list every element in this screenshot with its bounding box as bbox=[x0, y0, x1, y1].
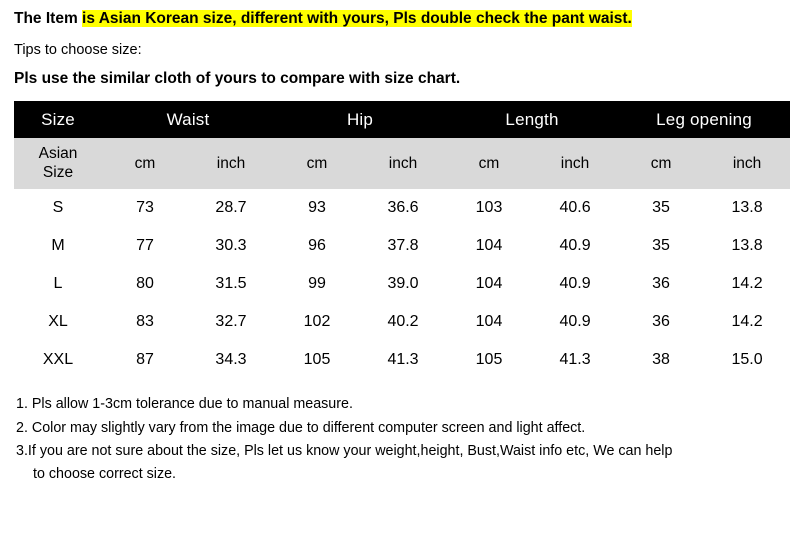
table-unit-row bbox=[14, 138, 790, 189]
cell-hip-cm: 93 bbox=[308, 199, 326, 217]
note-sizing-help: 3.If you are not sure about the size, Pls let us know your weight,height, Bust,Waist info etc, We can help bbox=[16, 442, 673, 459]
cell-hip-inch: 36.6 bbox=[387, 199, 419, 217]
note-color: 2. Color may slightly vary from the image due to different computer screen and light affect. bbox=[16, 419, 586, 436]
cell-waist-cm: 77 bbox=[136, 237, 154, 255]
row-size: XL bbox=[48, 313, 68, 331]
asian-size-label-line1: Asian bbox=[38, 144, 78, 162]
note-tolerance: 1. Pls allow 1-3cm tolerance due to manual measure. bbox=[16, 396, 353, 413]
notice-prefix: The Item bbox=[14, 10, 83, 27]
cell-waist-cm: 80 bbox=[136, 275, 154, 293]
unit-waist-inch: inch bbox=[216, 154, 246, 172]
cell-hip-inch: 40.2 bbox=[387, 313, 419, 331]
cell-leg-cm: 35 bbox=[652, 237, 670, 255]
cell-waist-inch: 32.7 bbox=[215, 313, 247, 331]
cell-length-cm: 104 bbox=[475, 237, 503, 255]
notice-highlighted-text: is Asian Korean size, different with yours, Pls double check the pant waist. bbox=[82, 10, 632, 27]
cell-length-cm: 104 bbox=[475, 275, 503, 293]
row-size: L bbox=[53, 275, 63, 293]
table-header-row bbox=[14, 101, 790, 138]
header-length: Length bbox=[505, 109, 559, 129]
table-row bbox=[14, 303, 790, 341]
cell-length-cm: 104 bbox=[475, 313, 503, 331]
tips-block bbox=[0, 28, 800, 89]
cell-hip-cm: 99 bbox=[308, 275, 326, 293]
cell-leg-inch: 13.8 bbox=[731, 199, 763, 217]
row-size: XXL bbox=[42, 351, 74, 369]
cell-length-inch: 41.3 bbox=[559, 351, 591, 369]
unit-leg-cm: cm bbox=[650, 154, 672, 172]
cell-hip-cm: 105 bbox=[303, 351, 331, 369]
asian-size-label-line2: Size bbox=[42, 163, 74, 181]
table-row bbox=[14, 189, 790, 227]
cell-waist-inch: 30.3 bbox=[215, 237, 247, 255]
cell-leg-inch: 14.2 bbox=[731, 275, 763, 293]
unit-waist-cm: cm bbox=[134, 154, 156, 172]
cell-leg-cm: 35 bbox=[652, 199, 670, 217]
unit-leg-inch: inch bbox=[732, 154, 762, 172]
notes-block bbox=[0, 379, 800, 486]
cell-leg-inch: 14.2 bbox=[731, 313, 763, 331]
cell-waist-cm: 73 bbox=[136, 199, 154, 217]
unit-length-cm: cm bbox=[478, 154, 500, 172]
asian-size-notice bbox=[0, 0, 800, 28]
cell-hip-inch: 37.8 bbox=[387, 237, 419, 255]
header-size: Size bbox=[41, 109, 75, 129]
header-waist: Waist bbox=[166, 109, 210, 129]
tips-instruction: Pls use the similar cloth of yours to compare with size chart. bbox=[14, 70, 461, 88]
cell-waist-inch: 34.3 bbox=[215, 351, 247, 369]
cell-leg-inch: 15.0 bbox=[731, 351, 763, 369]
row-size: M bbox=[51, 237, 65, 255]
tips-heading: Tips to choose size: bbox=[14, 42, 142, 59]
cell-length-inch: 40.9 bbox=[559, 313, 591, 331]
row-size: S bbox=[52, 199, 64, 217]
cell-hip-cm: 102 bbox=[303, 313, 331, 331]
cell-length-inch: 40.9 bbox=[559, 275, 591, 293]
unit-hip-inch: inch bbox=[388, 154, 418, 172]
cell-leg-cm: 36 bbox=[652, 313, 670, 331]
table-row bbox=[14, 265, 790, 303]
table-row bbox=[14, 227, 790, 265]
cell-leg-cm: 38 bbox=[652, 351, 670, 369]
cell-waist-inch: 31.5 bbox=[215, 275, 247, 293]
asian-size-label bbox=[14, 138, 102, 189]
header-leg-opening: Leg opening bbox=[656, 109, 752, 129]
cell-leg-inch: 13.8 bbox=[731, 237, 763, 255]
unit-length-inch: inch bbox=[560, 154, 590, 172]
cell-length-inch: 40.9 bbox=[559, 237, 591, 255]
cell-hip-inch: 39.0 bbox=[387, 275, 419, 293]
cell-length-inch: 40.6 bbox=[559, 199, 591, 217]
unit-hip-cm: cm bbox=[306, 154, 328, 172]
cell-leg-cm: 36 bbox=[652, 275, 670, 293]
cell-hip-inch: 41.3 bbox=[387, 351, 419, 369]
table-row bbox=[14, 341, 790, 379]
size-table-wrapper bbox=[0, 89, 800, 379]
cell-length-cm: 103 bbox=[475, 199, 503, 217]
cell-hip-cm: 96 bbox=[308, 237, 326, 255]
header-hip: Hip bbox=[346, 109, 374, 129]
cell-length-cm: 105 bbox=[475, 351, 503, 369]
cell-waist-inch: 28.7 bbox=[215, 199, 247, 217]
cell-waist-cm: 83 bbox=[136, 313, 154, 331]
cell-waist-cm: 87 bbox=[136, 351, 154, 369]
size-chart-table bbox=[14, 101, 790, 379]
note-sizing-help-cont: to choose correct size. bbox=[33, 465, 177, 482]
